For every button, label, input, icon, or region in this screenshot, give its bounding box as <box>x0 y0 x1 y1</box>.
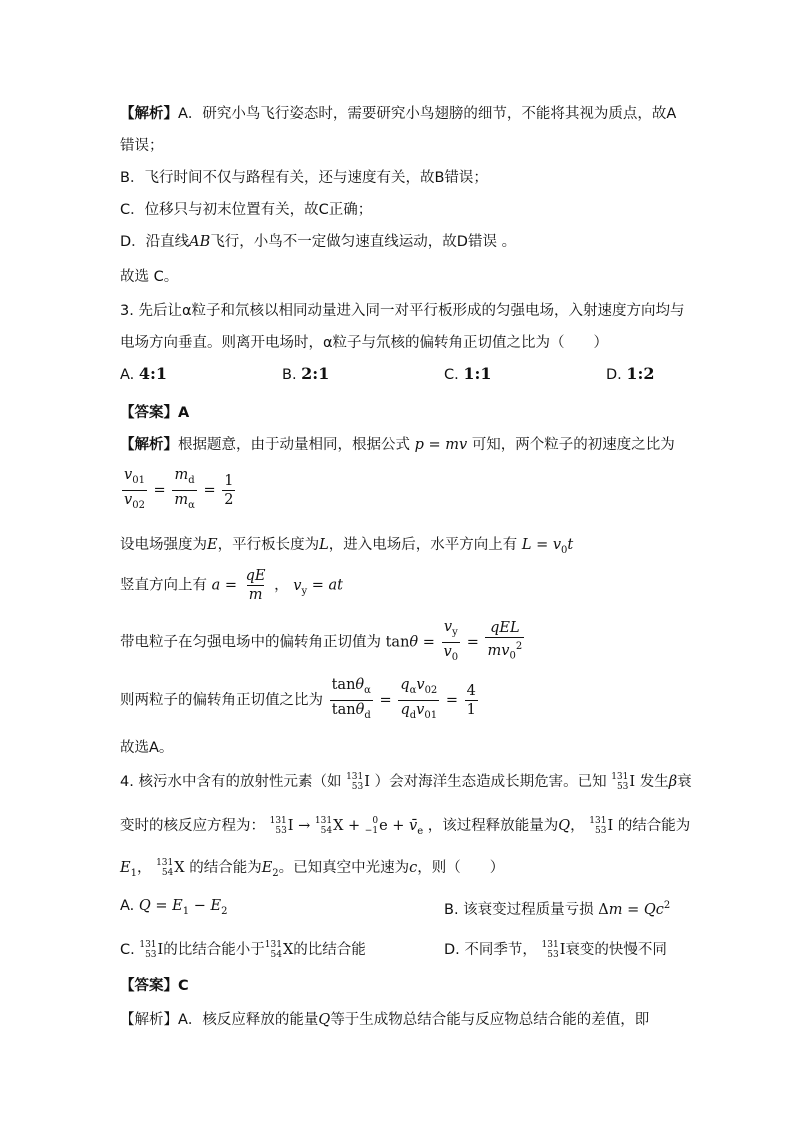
q4-option-b: B. 该衰变过程质量亏损 $\Delta m = Qc^2$ <box>444 900 671 918</box>
text: 则两粒子的偏转角正切值之比为 <box>120 692 323 709</box>
q4-stem-line2: 变时的核反应方程为： 131 53 I → 131 54 X + 0 −1 $e + v̄_e$ ，该过程释放能量为Q， 131 53 I 的结合能为 <box>120 816 691 837</box>
text: 带电粒子在匀强电场中的偏转角正切值为 <box>120 634 381 651</box>
option-letter: C. <box>444 367 459 383</box>
q3-option-b <box>282 364 329 383</box>
q2-analysis-a-line1 <box>120 104 676 124</box>
q4-stem-line3: $E_1$， 131 54 X 的结合能为$E_2$。已知真空中光速为c，则（ ） <box>120 858 505 879</box>
text: ，平行板长度为 <box>217 537 320 553</box>
q2-analysis-d <box>120 232 516 252</box>
analysis-label: 【解析】 <box>120 437 178 453</box>
math-text: L = v <box>521 537 562 553</box>
q3-analysis-line4: 竖直方向上有 a = $\frac{qE}{m}$ ， $v_y$ = at <box>120 568 343 603</box>
math-var: Q <box>558 818 571 834</box>
q2-analysis-c: C．位移只与初末位置有关，故C正确； <box>120 202 373 218</box>
nuclide-X131: 131 54 X <box>156 858 185 878</box>
q4-option-a: A. $Q = E_1 - E_2$ <box>120 898 228 917</box>
q2-analysis-b: B．飞行时间不仅与路程有关，还与速度有关，故B错误； <box>120 170 488 186</box>
q3-option-a <box>120 364 167 383</box>
option-letter: B. <box>282 367 297 383</box>
option-value: 1:1 <box>463 364 492 383</box>
q3-analysis-line1 <box>120 435 675 455</box>
option-letter: A. <box>120 898 135 914</box>
q4-analysis-line1 <box>120 1010 649 1030</box>
math-var: AB <box>189 234 211 250</box>
math-var: Q <box>318 1012 331 1028</box>
q3-stem-line2: 电场方向垂直。则离开电场时，α粒子与氘核的偏转角正切值之比为（ ） <box>120 335 609 351</box>
nuclide-I131: 131 53 I <box>346 772 370 792</box>
math-var: E <box>207 537 218 553</box>
option-text: 的比结合能小于 <box>163 942 265 958</box>
text: 飞行，小鸟不一定做匀速直线运动，故D错误 。 <box>210 234 517 250</box>
text: ，该过程释放能量为 <box>427 818 559 834</box>
q4-answer: 【答案】C <box>120 978 189 994</box>
q2-conclusion: 故选 C。 <box>120 269 179 285</box>
option-letter: A. <box>120 367 135 383</box>
text: 设电场强度为 <box>120 537 207 553</box>
option-text: B. 该衰变过程质量亏损 <box>444 902 594 918</box>
text: 等于生成物总结合能与反应物总结合能的差值，即 <box>330 1012 650 1028</box>
q3-analysis-line5: 带电粒子在匀强电场中的偏转角正切值为 tanθ = $\frac{v_y}{v_0}$ = $\frac{\text{qEL}}{mv_0^2}$ <box>120 618 526 667</box>
text: 4. 核污水中含有的放射性元素（如 <box>120 774 342 790</box>
option-letter: C. <box>120 942 135 958</box>
text: 的结合能为 <box>617 818 691 834</box>
text: ，进入电场后，水平方向上有 <box>328 537 518 553</box>
text: 竖直方向上有 <box>120 577 207 594</box>
q2-analysis-a-line2: 错误； <box>120 138 164 154</box>
q3-analysis-line6: 则两粒子的偏转角正切值之比为 $\frac{\tan\theta_\alpha}{\tan\theta_d}$ = $\frac{q_\alpha v_{02}}{q_dv_{01}}$ = $\frac{4}{1}$ <box>120 676 480 725</box>
text: 可知，两个粒子的初速度之比为 <box>471 437 675 453</box>
option-value: 4:1 <box>138 364 168 383</box>
q3-conclusion: 故选A。 <box>120 740 174 756</box>
option-text: 衰变的快慢不同 <box>565 942 667 958</box>
eq-velocity-ratio: $\frac{v_{01}}{v_{02}}$ = $\frac{m_d}{m_\alpha}$ = $\frac{1}{2}$ <box>120 466 237 515</box>
math-var: L <box>319 537 329 553</box>
text: 【解析】A．核反应释放的能量 <box>120 1012 319 1028</box>
q4-stem-line1 <box>120 772 692 792</box>
q4-option-c: C. 131 53 I的比结合能小于 131 54 X的比结合能 <box>120 940 366 960</box>
math-var: β <box>668 774 678 790</box>
math-var: c <box>409 860 418 876</box>
text: ）会对海洋生态造成长期危害。已知 <box>374 774 607 790</box>
analysis-text: A．研究小鸟飞行姿态时，需要研究小鸟翅膀的细节，不能将其视为质点，故A <box>178 106 677 122</box>
text: 衰 <box>677 774 692 790</box>
text: 。已知真空中光速为 <box>278 860 410 876</box>
option-text: 的比结合能 <box>293 942 366 958</box>
nuclear-equation: 131 53 I → 131 54 X + 0 −1 $e + v̄_e$ <box>269 816 424 837</box>
q4-option-d: D. 不同季节， 131 53 I衰变的快慢不同 <box>444 940 667 960</box>
text: 变时的核反应方程为： <box>120 818 265 834</box>
nuclide-I131: 131 53 I <box>589 816 614 836</box>
text: 发生 <box>639 774 669 790</box>
text: ，则（ ） <box>417 860 505 876</box>
option-text: D. 不同季节， <box>444 942 537 958</box>
text: 根据题意，由于动量相同，根据公式 <box>178 437 410 453</box>
math-eq-L: $L = v_0t$ <box>521 537 574 556</box>
text: D．沿直线 <box>120 234 190 250</box>
option-letter: D. <box>606 367 622 383</box>
math-formula: p = mv <box>414 437 468 453</box>
q3-analysis-line3 <box>120 535 573 561</box>
option-value: 1:2 <box>626 364 655 383</box>
q3-answer: 【答案】A <box>120 405 190 421</box>
q3-option-c <box>444 364 492 383</box>
nuclide-I131: 131 53 I <box>611 772 636 792</box>
text: 的结合能为 <box>189 860 262 876</box>
q3-stem-line1: 3. 先后让α粒子和氘核以相同动量进入同一对平行板形成的匀强电场，入射速度方向均与 <box>120 303 685 319</box>
option-value: 2:1 <box>301 364 330 383</box>
analysis-label: 【解析】 <box>120 106 178 122</box>
q3-option-d <box>606 364 655 383</box>
